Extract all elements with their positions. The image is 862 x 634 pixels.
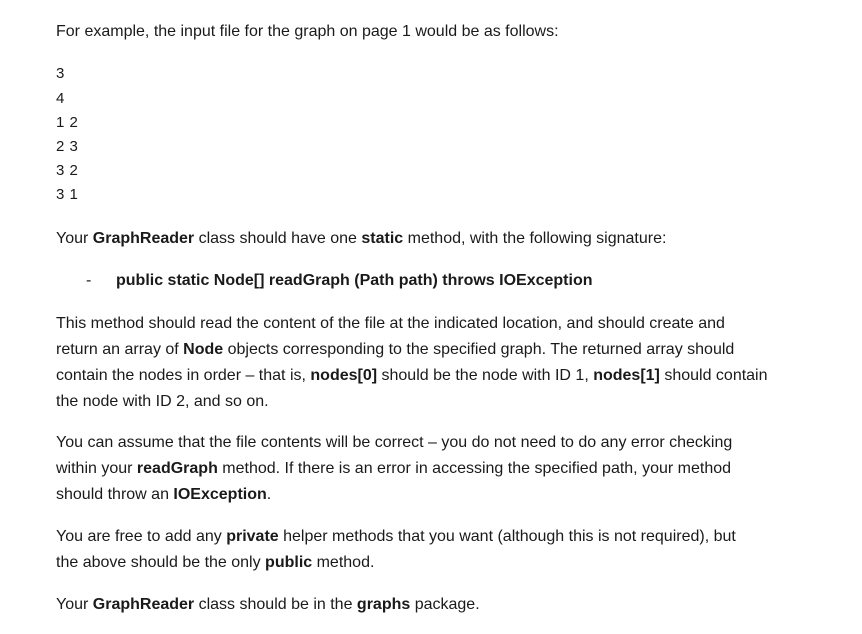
bold-package: graphs xyxy=(356,596,411,613)
text-run: the above should be the only xyxy=(56,554,266,571)
text-run: You are free to add any xyxy=(56,528,227,545)
text-run: should contain xyxy=(659,367,768,384)
text-line xyxy=(56,524,736,550)
bold-classname: Node xyxy=(183,341,224,358)
method-signature: public static Node[] readGraph (Path path) throws IOException xyxy=(116,272,593,289)
text-run: Your xyxy=(56,230,93,247)
text-line xyxy=(56,337,734,363)
text-line xyxy=(56,456,731,482)
bold-keyword: public xyxy=(265,554,313,571)
text-run: method. xyxy=(312,554,375,571)
bold-classname: GraphReader xyxy=(92,596,195,613)
input-line: 1 2 xyxy=(56,114,79,131)
text-run: Your xyxy=(56,596,93,613)
text-run: . xyxy=(266,486,272,503)
input-line: 4 xyxy=(56,90,65,107)
input-line: 2 3 xyxy=(56,138,79,155)
bold-code: nodes[0] xyxy=(310,367,378,384)
text-run: should be the node with ID 1, xyxy=(377,367,594,384)
text-run: return an array of xyxy=(56,341,184,358)
bold-classname: GraphReader xyxy=(92,230,195,247)
text-run: package. xyxy=(410,596,480,613)
text-line: the node with ID 2, and so on. xyxy=(56,393,269,410)
bold-keyword: private xyxy=(226,528,279,545)
text-run: within your xyxy=(56,460,137,477)
input-line: 3 1 xyxy=(56,186,79,203)
text-run: class should have one xyxy=(194,230,362,247)
input-line: 3 xyxy=(56,65,65,82)
bullet-dash: - xyxy=(86,272,92,289)
text-run: should throw an xyxy=(56,486,174,503)
text-line xyxy=(56,363,768,389)
text-run: class should be in the xyxy=(194,596,357,613)
text-run: method. If there is an error in accessing the specified path, your method xyxy=(217,460,732,477)
intro-text: For example, the input file for the graph on page 1 would be as follows: xyxy=(56,23,559,40)
text-line: This method should read the content of the file at the indicated location, and should create and xyxy=(56,315,725,332)
input-line: 3 2 xyxy=(56,162,79,179)
text-run: objects corresponding to the specified graph. The returned array should xyxy=(223,341,735,358)
text-run: contain the nodes in order – that is, xyxy=(56,367,311,384)
bold-method: readGraph xyxy=(136,460,218,477)
bold-exception: IOException xyxy=(173,486,267,503)
package-paragraph xyxy=(56,592,480,618)
signature-bullet xyxy=(56,268,756,294)
class-requirement-paragraph xyxy=(56,226,666,252)
text-line: You can assume that the file contents will be correct – you do not need to do any error checking xyxy=(56,434,733,451)
text-line xyxy=(56,550,374,576)
bold-keyword: static xyxy=(361,230,404,247)
bold-code: nodes[1] xyxy=(593,367,660,384)
text-run: method, with the following signature: xyxy=(403,230,667,247)
intro-paragraph xyxy=(56,19,559,45)
text-run: helper methods that you want (although this is not required), but xyxy=(278,528,736,545)
text-line xyxy=(56,482,271,508)
